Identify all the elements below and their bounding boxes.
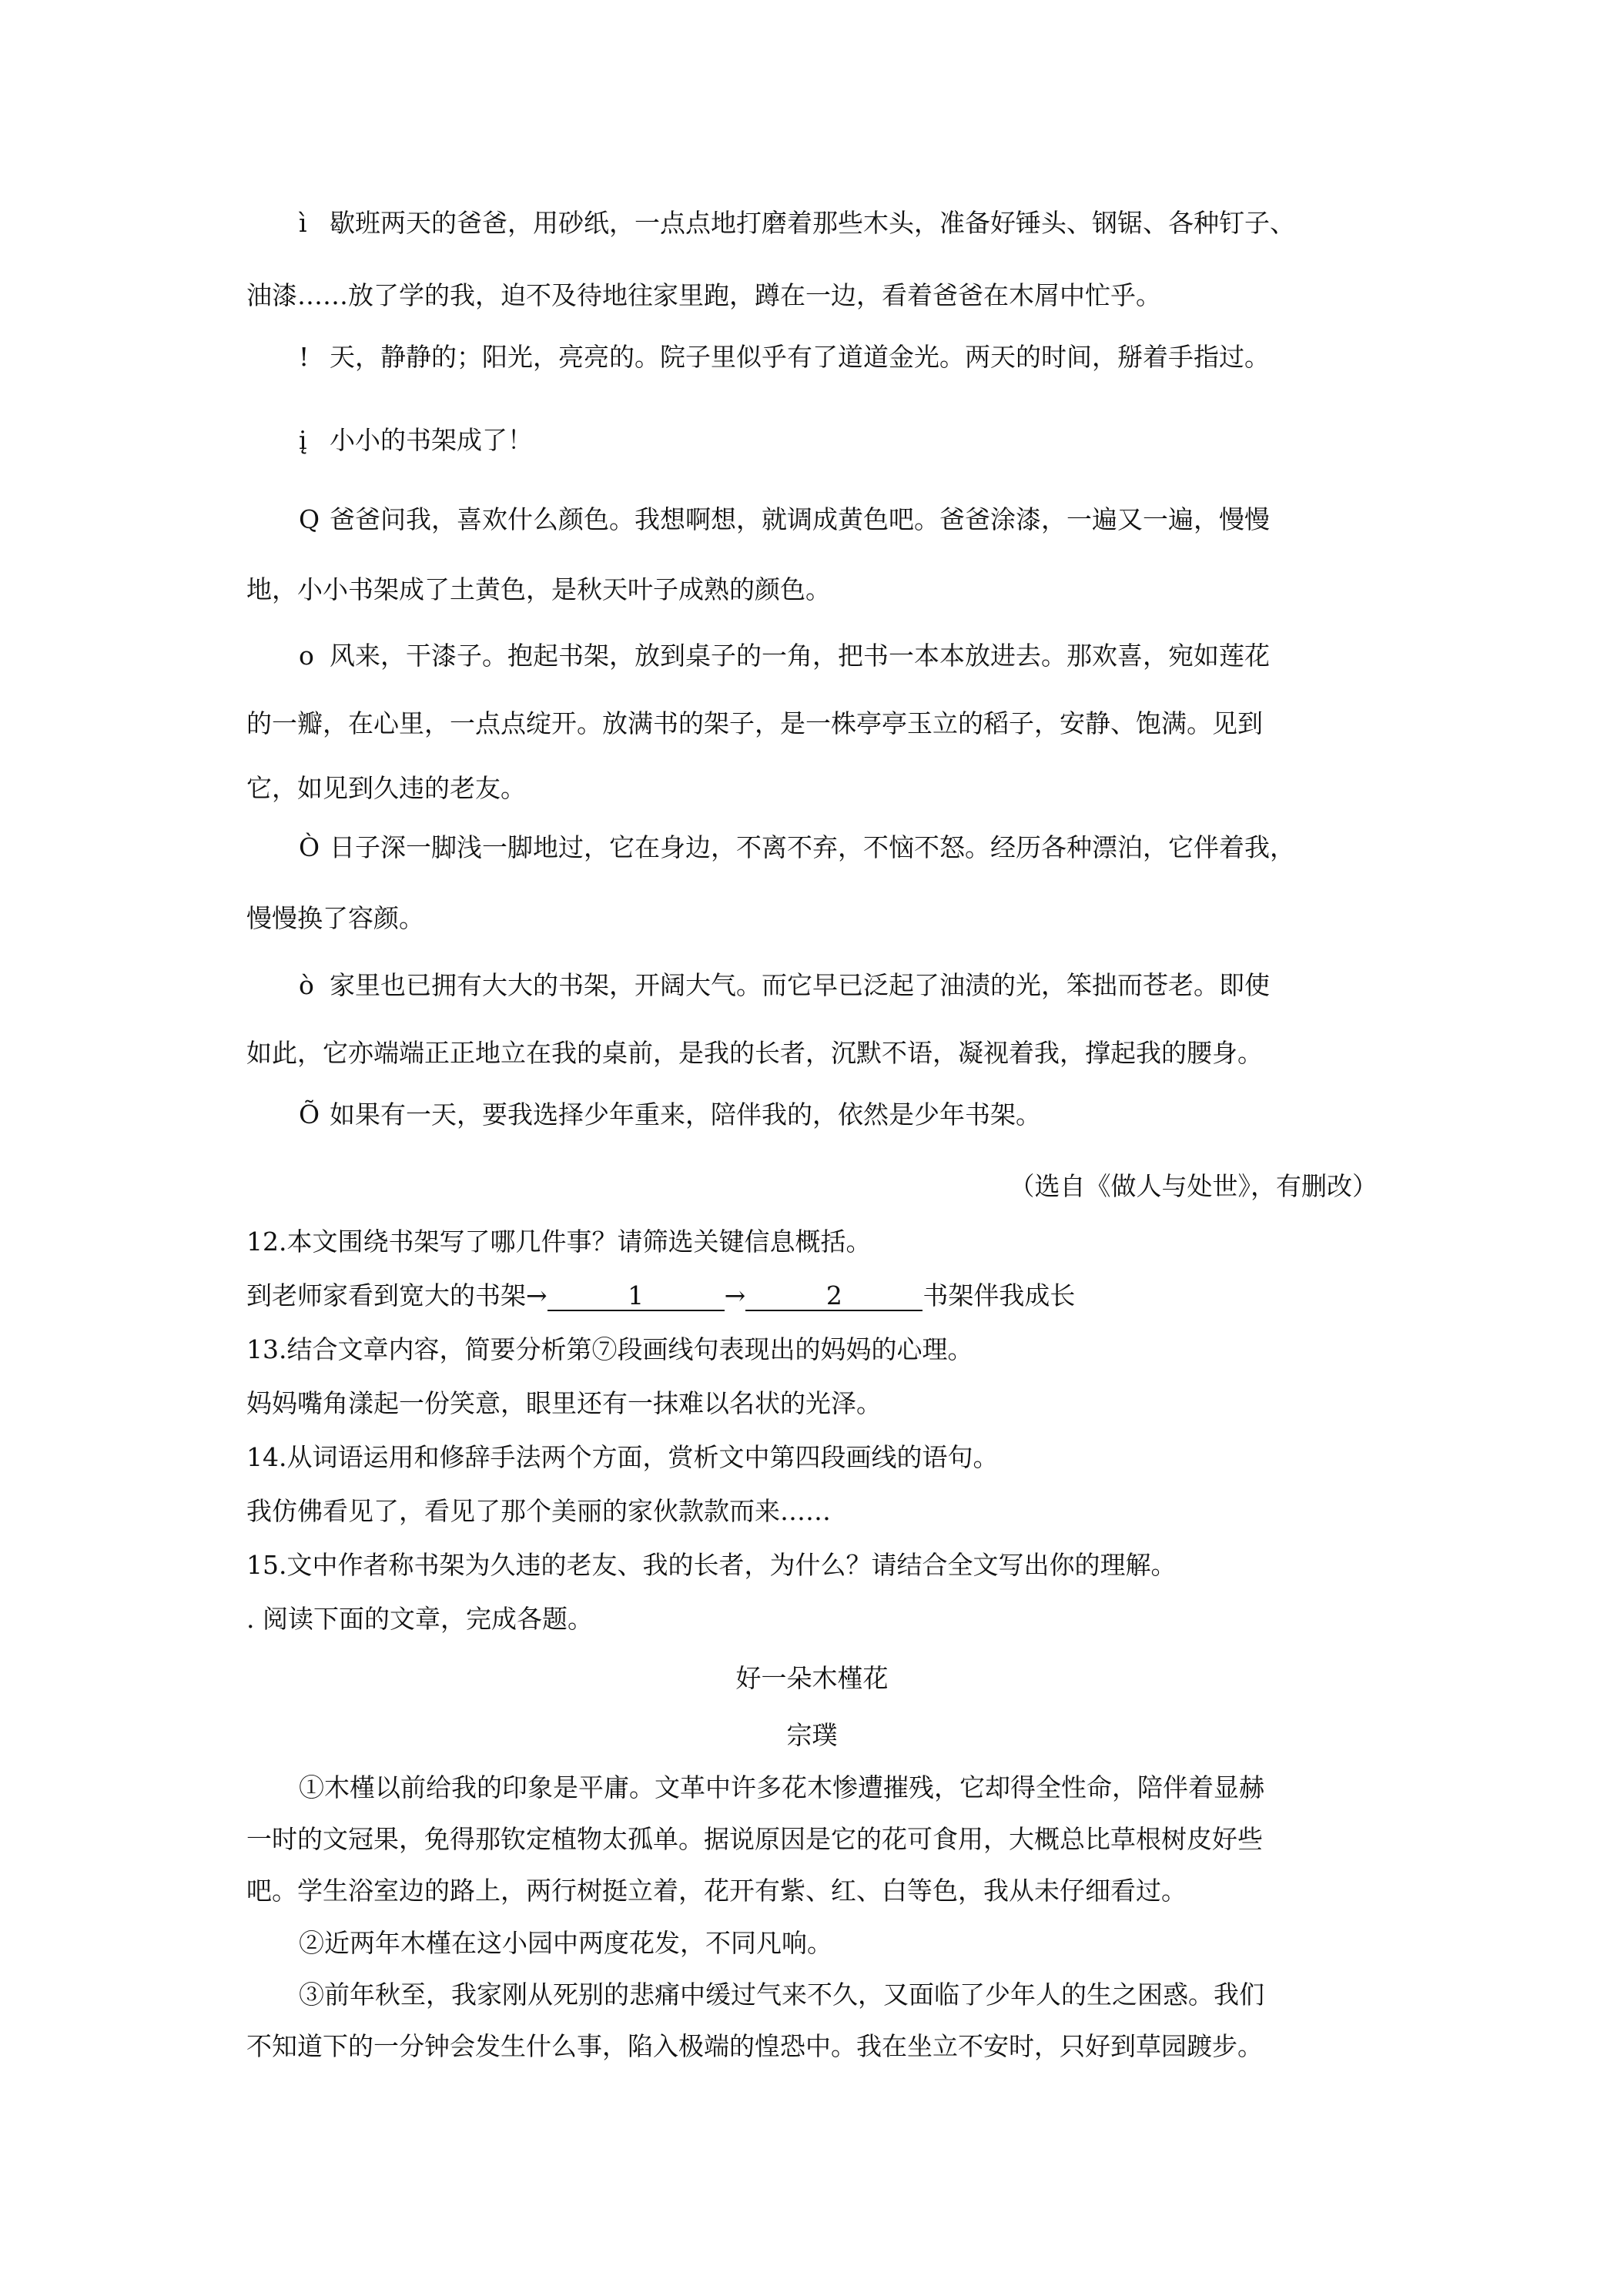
p10-text: 风来，干漆子。抱起书架，放到桌子的一角，把书一本本放进去。那欢喜，宛如莲花 <box>330 641 1270 671</box>
reading-intro: . 阅读下面的文章，完成各题。 <box>246 1604 593 1634</box>
question-13-quote: 妈妈嘴角漾起一份笑意，眼里还有一抹难以名状的光泽。 <box>246 1388 882 1418</box>
article-p1-line-2: 一时的文冠果，免得那钦定植物太孤单。据说原因是它的花可食用，大概总比草根树皮好些 <box>246 1824 1263 1854</box>
p6-line-1 <box>299 210 1295 236</box>
p10-line-1 <box>299 641 1270 671</box>
paragraph-marker: Ò <box>299 832 320 862</box>
question-14-quote: 我仿佛看见了，看见了那个美丽的家伙款款而来…… <box>246 1496 831 1526</box>
p7-text: 天，静静的；阳光，亮亮的。院子里似乎有了道道金光。两天的时间，掰着手指过。 <box>330 342 1270 372</box>
answer-blank-1[interactable]: 1 <box>547 1283 725 1311</box>
article-title: 好一朵木槿花 <box>735 1663 889 1693</box>
question-14: 14.从词语运用和修辞手法两个方面，赏析文中第四段画线的语句。 <box>246 1442 999 1472</box>
paragraph-marker: ò <box>299 970 314 1000</box>
p9-line-2: 地，小小书架成了土黄色，是秋天叶子成熟的颜色。 <box>246 574 831 604</box>
article-p2-line-1: ②近两年木槿在这小园中两度花发，不同凡响。 <box>299 1928 832 1958</box>
paragraph-marker: ì <box>299 208 307 238</box>
p10-line-3: 它，如见到久违的老友。 <box>246 773 526 803</box>
p8-text: 小小的书架成了！ <box>330 425 533 455</box>
q12-suffix: 书架伴我成长 <box>922 1280 1076 1310</box>
p13-text: 如果有一天，要我选择少年重来，陪伴我的，依然是少年书架。 <box>330 1099 1041 1130</box>
p11-line-2: 慢慢换了容颜。 <box>246 903 424 933</box>
source-note: （选自《做人与处世》，有删改） <box>1009 1171 1378 1201</box>
p12-line-1 <box>299 972 1270 998</box>
q12-arrow: → <box>724 1280 746 1310</box>
p13-line-1 <box>299 1099 1041 1130</box>
paragraph-marker: ! <box>299 342 310 372</box>
article-p1-line-1: ①木槿以前给我的印象是平庸。文革中许多花木惨遭摧残，它却得全性命，陪伴着显赫 <box>299 1772 1264 1802</box>
question-15: 15.文中作者称书架为久违的老友、我的长者，为什么？请结合全文写出你的理解。 <box>246 1550 1177 1580</box>
p8-line-1 <box>299 427 533 453</box>
p7-line-1 <box>299 344 1270 370</box>
p11-text: 日子深一脚浅一脚地过，它在身边，不离不弃，不恼不怒。经历各种漂泊，它伴着我， <box>330 832 1295 862</box>
article-p3-line-2: 不知道下的一分钟会发生什么事，陷入极端的惶恐中。我在坐立不安时，只好到草园踱步。 <box>246 2031 1263 2061</box>
p9-text: 爸爸问我，喜欢什么颜色。我想啊想，就调成黄色吧。爸爸涂漆，一遍又一遍，慢慢 <box>330 504 1270 534</box>
paragraph-marker: Õ <box>299 1099 320 1130</box>
p11-line-1 <box>299 832 1295 862</box>
question-12-answer-line <box>246 1280 1076 1311</box>
p12-text: 家里也已拥有大大的书架，开阔大气。而它早已泛起了油渍的光，笨拙而苍老。即使 <box>330 970 1270 1000</box>
q12-prefix: 到老师家看到宽大的书架→ <box>246 1280 547 1310</box>
answer-blank-2[interactable]: 2 <box>745 1283 922 1311</box>
p10-line-2: 的一瓣，在心里，一点点绽开。放满书的架子，是一株亭亭玉立的稻子，安静、饱满。见到 <box>246 708 1263 738</box>
p12-line-2: 如此，它亦端端正正地立在我的桌前，是我的长者，沉默不语，凝视着我，撑起我的腰身。 <box>246 1038 1263 1068</box>
p6-line-2: 油漆……放了学的我，迫不及待地往家里跑，蹲在一边，看着爸爸在木屑中忙乎。 <box>246 280 1161 310</box>
paragraph-marker: Q <box>299 504 320 534</box>
p9-line-1 <box>299 504 1270 534</box>
article-p1-line-3: 吧。学生浴室边的路上，两行树挺立着，花开有紫、红、白等色，我从未仔细看过。 <box>246 1876 1187 1906</box>
question-13: 13.结合文章内容，简要分析第⑦段画线句表现出的妈妈的心理。 <box>246 1334 973 1364</box>
question-12: 12.本文围绕书架写了哪几件事？请筛选关键信息概括。 <box>246 1227 872 1257</box>
paragraph-marker: į <box>299 425 307 455</box>
paragraph-marker: o <box>299 641 314 671</box>
article-p3-line-1: ③前年秋至，我家刚从死别的悲痛中缓过气来不久，又面临了少年人的生之困惑。我们 <box>299 1980 1264 2010</box>
article-author: 宗璞 <box>786 1720 838 1750</box>
p6-text: 歇班两天的爸爸，用砂纸，一点点地打磨着那些木头，准备好锤头、钢锯、各种钉子、 <box>330 208 1295 238</box>
